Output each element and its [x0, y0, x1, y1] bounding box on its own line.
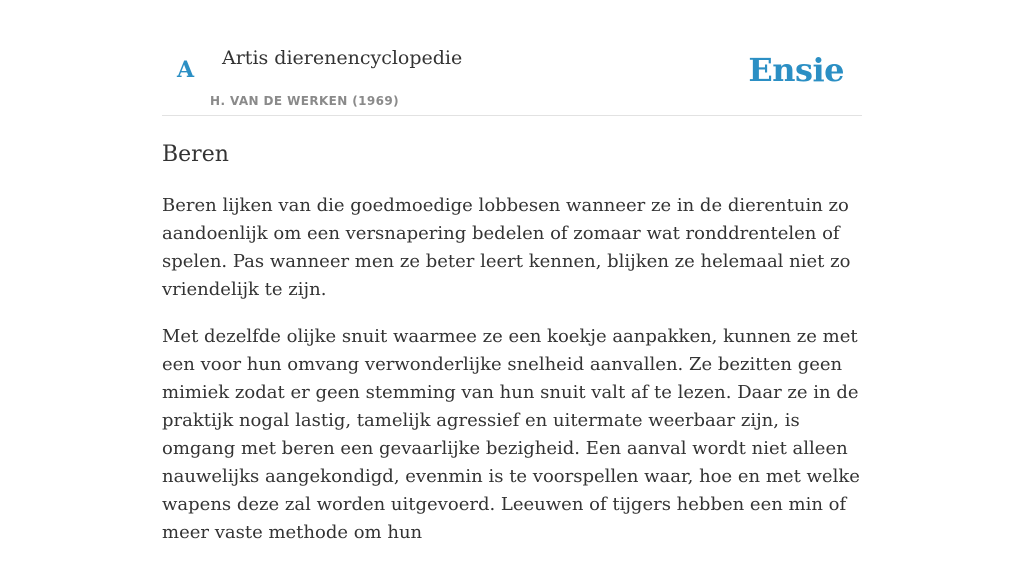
author-line: H. VAN DE WERKEN (1969) [210, 94, 400, 108]
paragraph: Met dezelfde olijke snuit waarmee ze een koekje aanpakken, kunnen ze met een voor hun omvang verwonderlijke snelheid aanvallen. Ze bezitten geen mimiek zodat er geen stemming van hun snuit valt af te lezen. Daar ze in de praktijk nogal lastig, tamelijk agressief en uitermate weerbaar zijn, is omgang met beren een gevaarlijke bezigheid. Een aanval wordt niet alleen nauwelijks aangekondigd, evenmin is te voorspellen waar, hoe en met welke wapens deze zal worden uitgevoerd. Leeuwen of tijgers hebben een min of meer vaste methode om hun [162, 326, 860, 543]
paragraph: Beren lijken van die goedmoedige lobbesen wanneer ze in de dierentuin zo aandoenlijk om een versnapering bedelen of zomaar wat ronddrentelen of spelen. Pas wanneer men ze beter leert kennen, blijken ze helemaal niet zo vriendelijk te zijn. [162, 195, 851, 300]
book-title[interactable]: Artis dierenencyclopedie [222, 47, 463, 69]
article-body [162, 192, 862, 566]
index-letter[interactable]: A [177, 57, 195, 83]
article-title: Beren [162, 142, 229, 167]
ensie-logo[interactable]: Ensie [748, 51, 844, 89]
header [162, 0, 862, 116]
